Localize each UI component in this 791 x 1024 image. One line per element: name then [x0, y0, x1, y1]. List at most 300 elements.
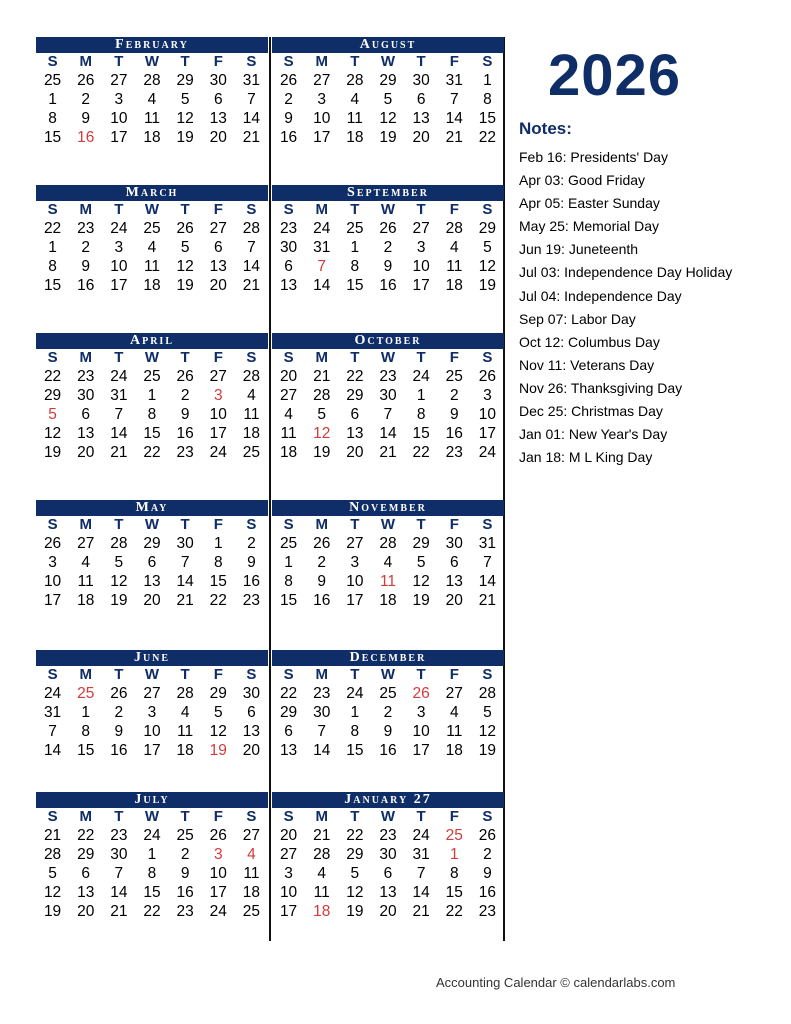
- notes-list: [519, 146, 732, 469]
- weekday-label: F: [213, 808, 223, 825]
- day-cell: 28: [478, 685, 497, 702]
- day-cell: 19: [313, 444, 331, 461]
- day-cell: 7: [317, 723, 327, 740]
- day-cell: 22: [209, 592, 227, 609]
- day-cell: 24: [412, 368, 430, 385]
- day-cell: 5: [383, 91, 393, 108]
- week-row: [36, 845, 268, 864]
- day-cell: 2: [81, 91, 91, 108]
- day-cell: 22: [412, 444, 430, 461]
- week-row: [36, 553, 268, 572]
- day-cell: 29: [478, 220, 497, 237]
- day-cell: 15: [346, 742, 364, 759]
- day-cell: 4: [317, 865, 327, 882]
- day-cell: 28: [176, 685, 194, 702]
- week-row: [36, 572, 268, 591]
- day-cell: 21: [110, 903, 128, 920]
- day-cell: 23: [176, 444, 194, 461]
- day-cell: 2: [383, 239, 393, 256]
- weekday-label: T: [416, 201, 426, 218]
- day-cell: 31: [313, 239, 331, 256]
- week-row: [36, 257, 268, 276]
- week-row: [36, 883, 268, 902]
- day-cell: 23: [379, 368, 397, 385]
- day-cell: 14: [242, 258, 261, 275]
- weekday-label: F: [213, 516, 223, 533]
- note-item: Jan 18: M L King Day: [519, 449, 653, 466]
- day-cell: 29: [379, 72, 397, 89]
- day-cell: 15: [445, 884, 463, 901]
- month-title: September: [272, 185, 504, 201]
- day-cell: 3: [317, 91, 327, 108]
- note-item: Jun 19: Juneteenth: [519, 241, 639, 258]
- month-title: January 27: [272, 792, 504, 808]
- weekday-label: T: [180, 349, 190, 366]
- day-cell: 15: [412, 425, 430, 442]
- week-row: [272, 405, 504, 424]
- day-cell: 16: [313, 592, 331, 609]
- day-cell: 12: [478, 723, 497, 740]
- day-cell: 17: [209, 425, 227, 442]
- day-cell: 19: [379, 129, 397, 146]
- day-cell: 14: [445, 110, 463, 127]
- day-cell: 20: [379, 903, 397, 920]
- day-cell: 28: [313, 387, 331, 404]
- month-block: [36, 792, 268, 921]
- day-cell: 26: [176, 220, 194, 237]
- day-cell: 4: [350, 91, 360, 108]
- weekday-label: F: [449, 53, 459, 70]
- week-row: [272, 90, 504, 109]
- day-cell: 25: [242, 444, 261, 461]
- week-row: [36, 902, 268, 921]
- day-cell: 8: [350, 258, 360, 275]
- day-cell: 20: [412, 129, 430, 146]
- weekday-label: W: [380, 516, 396, 533]
- weekday-header: [36, 666, 268, 684]
- day-cell: 21: [478, 592, 497, 609]
- week-row: [36, 405, 268, 424]
- day-cell: 19: [176, 129, 194, 146]
- week-row: [36, 703, 268, 722]
- weekday-label: T: [114, 53, 124, 70]
- day-cell: 12: [43, 425, 62, 442]
- holiday-day-cell: 4: [247, 846, 256, 863]
- day-cell: 21: [379, 444, 397, 461]
- year-title: 2026: [548, 43, 682, 108]
- day-cell: 5: [317, 406, 327, 423]
- month-title: December: [272, 650, 504, 666]
- weekday-label: T: [180, 666, 190, 683]
- day-cell: 5: [483, 239, 492, 256]
- weekday-label: T: [114, 516, 124, 533]
- day-cell: 18: [143, 277, 161, 294]
- day-cell: 7: [180, 554, 190, 571]
- day-cell: 26: [478, 827, 497, 844]
- weekday-header: [272, 516, 504, 534]
- day-cell: 28: [242, 220, 261, 237]
- day-cell: 27: [209, 220, 227, 237]
- day-cell: 7: [114, 865, 124, 882]
- month-block: [36, 333, 268, 462]
- day-cell: 20: [346, 444, 364, 461]
- day-cell: 11: [243, 865, 260, 882]
- weekday-label: T: [114, 808, 124, 825]
- footer-credit: Accounting Calendar © calendarlabs.com: [436, 975, 676, 990]
- month-block: [272, 333, 504, 462]
- day-cell: 6: [416, 91, 426, 108]
- month-title: July: [36, 792, 268, 808]
- day-cell: 21: [43, 827, 62, 844]
- week-row: [36, 219, 268, 238]
- day-cell: 10: [412, 723, 430, 740]
- day-cell: 10: [279, 884, 298, 901]
- day-cell: 13: [445, 573, 463, 590]
- weekday-label: F: [449, 349, 459, 366]
- day-cell: 13: [279, 742, 298, 759]
- note-item: Apr 03: Good Friday: [519, 172, 646, 189]
- day-cell: 10: [110, 258, 128, 275]
- day-cell: 25: [242, 903, 261, 920]
- week-row: [272, 572, 504, 591]
- month-block: [36, 37, 268, 147]
- day-cell: 6: [350, 406, 360, 423]
- day-cell: 19: [110, 592, 128, 609]
- weekday-label: F: [449, 808, 459, 825]
- day-cell: 10: [143, 723, 161, 740]
- day-cell: 18: [445, 742, 463, 759]
- day-cell: 25: [143, 220, 161, 237]
- day-cell: 12: [176, 258, 194, 275]
- day-cell: 8: [147, 406, 157, 423]
- day-cell: 7: [48, 723, 57, 740]
- week-row: [272, 424, 504, 443]
- day-cell: 21: [242, 129, 261, 146]
- day-cell: 6: [247, 704, 256, 721]
- day-cell: 16: [478, 884, 497, 901]
- weekday-label: W: [380, 808, 396, 825]
- day-cell: 3: [284, 865, 293, 882]
- day-cell: 27: [279, 846, 298, 863]
- day-cell: 15: [346, 277, 364, 294]
- day-cell: 31: [412, 846, 430, 863]
- weekday-label: S: [283, 808, 294, 825]
- weekday-label: S: [283, 201, 294, 218]
- day-cell: 9: [81, 110, 91, 127]
- week-row: [272, 109, 504, 128]
- day-cell: 15: [478, 110, 497, 127]
- day-cell: 24: [209, 444, 227, 461]
- note-item: Feb 16: Presidents' Day: [519, 149, 668, 165]
- day-cell: 5: [48, 865, 57, 882]
- day-cell: 23: [279, 220, 298, 237]
- day-cell: 30: [279, 239, 298, 256]
- day-cell: 23: [77, 220, 95, 237]
- day-cell: 20: [279, 368, 298, 385]
- day-cell: 18: [346, 129, 364, 146]
- day-cell: 10: [478, 406, 497, 423]
- day-cell: 29: [346, 846, 364, 863]
- weekday-label: M: [79, 201, 92, 218]
- day-cell: 26: [379, 220, 397, 237]
- week-row: [272, 722, 504, 741]
- day-cell: 9: [114, 723, 124, 740]
- weekday-label: F: [213, 666, 223, 683]
- day-cell: 22: [43, 368, 62, 385]
- week-row: [36, 386, 268, 405]
- holiday-day-cell: 1: [449, 846, 459, 863]
- day-cell: 18: [379, 592, 397, 609]
- weekday-label: S: [283, 53, 294, 70]
- weekday-label: S: [47, 808, 58, 825]
- day-cell: 26: [43, 535, 62, 552]
- day-cell: 8: [48, 110, 57, 127]
- day-cell: 22: [445, 903, 463, 920]
- weekday-header: [272, 808, 504, 826]
- day-cell: 28: [242, 368, 261, 385]
- day-cell: 9: [317, 573, 327, 590]
- weekday-label: T: [350, 201, 360, 218]
- day-cell: 13: [279, 277, 298, 294]
- day-cell: 13: [143, 573, 161, 590]
- day-cell: 29: [412, 535, 430, 552]
- day-cell: 19: [43, 444, 62, 461]
- day-cell: 13: [412, 110, 430, 127]
- day-cell: 23: [242, 592, 261, 609]
- day-cell: 6: [147, 554, 157, 571]
- weekday-header: [36, 201, 268, 219]
- day-cell: 17: [412, 742, 430, 759]
- weekday-label: S: [482, 53, 493, 70]
- weekday-header: [272, 201, 504, 219]
- day-cell: 3: [114, 239, 124, 256]
- day-cell: 22: [43, 220, 62, 237]
- day-cell: 3: [114, 91, 124, 108]
- day-cell: 30: [242, 685, 261, 702]
- day-cell: 12: [209, 723, 227, 740]
- week-row: [36, 591, 268, 610]
- note-item: Jul 03: Independence Day Holiday: [519, 264, 733, 281]
- weekday-header: [272, 53, 504, 71]
- day-cell: 28: [313, 846, 331, 863]
- day-cell: 1: [350, 239, 360, 256]
- day-cell: 26: [313, 535, 331, 552]
- month-block: [272, 500, 504, 610]
- week-row: [272, 845, 504, 864]
- weekday-label: T: [114, 349, 124, 366]
- day-cell: 26: [209, 827, 227, 844]
- day-cell: 9: [449, 406, 459, 423]
- day-cell: 3: [147, 704, 157, 721]
- day-cell: 17: [412, 277, 430, 294]
- day-cell: 7: [449, 91, 459, 108]
- day-cell: 10: [209, 406, 227, 423]
- day-cell: 16: [379, 277, 397, 294]
- day-cell: 21: [110, 444, 128, 461]
- day-cell: 17: [143, 742, 161, 759]
- day-cell: 18: [279, 444, 298, 461]
- day-cell: 19: [478, 742, 497, 759]
- week-row: [36, 238, 268, 257]
- day-cell: 9: [180, 865, 190, 882]
- day-cell: 21: [313, 827, 331, 844]
- day-cell: 29: [176, 72, 194, 89]
- note-item: Apr 05: Easter Sunday: [519, 195, 660, 212]
- week-row: [36, 90, 268, 109]
- day-cell: 3: [416, 239, 426, 256]
- day-cell: 24: [478, 444, 497, 461]
- day-cell: 8: [48, 258, 57, 275]
- weekday-label: M: [79, 516, 92, 533]
- day-cell: 8: [81, 723, 91, 740]
- week-row: [36, 741, 268, 760]
- day-cell: 19: [176, 277, 194, 294]
- day-cell: 19: [478, 277, 497, 294]
- weekday-label: S: [482, 201, 493, 218]
- week-row: [272, 883, 504, 902]
- holiday-day-cell: 3: [213, 846, 223, 863]
- week-row: [272, 443, 504, 462]
- week-row: [272, 71, 504, 90]
- weekday-label: W: [144, 53, 160, 70]
- day-cell: 10: [209, 865, 227, 882]
- day-cell: 23: [445, 444, 463, 461]
- weekday-header: [36, 808, 268, 826]
- day-cell: 11: [177, 723, 194, 740]
- day-cell: 14: [176, 573, 194, 590]
- weekday-label: W: [380, 53, 396, 70]
- day-cell: 28: [110, 535, 128, 552]
- day-cell: 13: [379, 884, 397, 901]
- day-cell: 30: [313, 704, 331, 721]
- weekday-label: F: [449, 516, 459, 533]
- day-cell: 20: [279, 827, 298, 844]
- day-cell: 25: [279, 535, 298, 552]
- week-row: [36, 722, 268, 741]
- day-cell: 25: [445, 368, 463, 385]
- week-row: [36, 276, 268, 295]
- week-row: [272, 534, 504, 553]
- day-cell: 27: [209, 368, 227, 385]
- weekday-label: S: [482, 349, 493, 366]
- weekday-label: W: [144, 349, 160, 366]
- month-block: [272, 792, 504, 921]
- weekday-label: W: [380, 666, 396, 683]
- day-cell: 6: [449, 554, 459, 571]
- day-cell: 13: [209, 258, 227, 275]
- day-cell: 23: [110, 827, 128, 844]
- day-cell: 13: [77, 884, 95, 901]
- day-cell: 16: [242, 573, 261, 590]
- day-cell: 5: [350, 865, 360, 882]
- day-cell: 8: [350, 723, 360, 740]
- day-cell: 29: [209, 685, 227, 702]
- day-cell: 25: [176, 827, 194, 844]
- week-row: [36, 443, 268, 462]
- day-cell: 27: [445, 685, 463, 702]
- day-cell: 6: [383, 865, 393, 882]
- week-row: [272, 826, 504, 845]
- day-cell: 4: [449, 704, 459, 721]
- day-cell: 11: [243, 406, 260, 423]
- holiday-day-cell: 12: [313, 425, 331, 442]
- day-cell: 28: [379, 535, 397, 552]
- day-cell: 6: [213, 91, 223, 108]
- day-cell: 29: [279, 704, 298, 721]
- day-cell: 1: [213, 535, 223, 552]
- day-cell: 22: [143, 444, 161, 461]
- day-cell: 5: [213, 704, 223, 721]
- holiday-day-cell: 25: [445, 827, 463, 844]
- week-row: [36, 534, 268, 553]
- day-cell: 26: [279, 72, 298, 89]
- week-row: [272, 684, 504, 703]
- month-title: October: [272, 333, 504, 349]
- day-cell: 12: [478, 258, 497, 275]
- week-row: [272, 238, 504, 257]
- day-cell: 26: [77, 72, 95, 89]
- weekday-label: S: [482, 666, 493, 683]
- day-cell: 9: [383, 723, 393, 740]
- weekday-label: F: [213, 349, 223, 366]
- day-cell: 7: [483, 554, 492, 571]
- weekday-label: S: [47, 349, 58, 366]
- day-cell: 30: [110, 846, 128, 863]
- day-cell: 24: [346, 685, 364, 702]
- day-cell: 1: [483, 72, 492, 89]
- day-cell: 15: [279, 592, 298, 609]
- day-cell: 31: [43, 704, 62, 721]
- day-cell: 26: [478, 368, 497, 385]
- note-item: Dec 25: Christmas Day: [519, 403, 663, 420]
- day-cell: 4: [247, 387, 256, 404]
- week-row: [272, 864, 504, 883]
- weekday-label: T: [416, 666, 426, 683]
- day-cell: 4: [180, 704, 190, 721]
- column-divider-left: [269, 37, 271, 941]
- day-cell: 12: [176, 110, 194, 127]
- day-cell: 23: [77, 368, 95, 385]
- day-cell: 30: [77, 387, 95, 404]
- day-cell: 11: [143, 110, 161, 127]
- weekday-label: M: [315, 666, 328, 683]
- day-cell: 22: [346, 368, 364, 385]
- day-cell: 23: [379, 827, 397, 844]
- week-row: [272, 219, 504, 238]
- weekday-header: [36, 349, 268, 367]
- day-cell: 8: [483, 91, 492, 108]
- weekday-label: M: [79, 53, 92, 70]
- weekday-label: M: [79, 808, 92, 825]
- week-row: [272, 741, 504, 760]
- weekday-header: [272, 349, 504, 367]
- day-cell: 6: [213, 239, 223, 256]
- month-block: [36, 185, 268, 295]
- day-cell: 3: [416, 704, 426, 721]
- day-cell: 4: [147, 239, 157, 256]
- month-block: [272, 185, 504, 295]
- weekday-label: S: [246, 53, 257, 70]
- month-title: August: [272, 37, 504, 53]
- week-row: [272, 553, 504, 572]
- week-row: [36, 109, 268, 128]
- weekday-label: S: [47, 516, 58, 533]
- day-cell: 20: [209, 277, 227, 294]
- weekday-label: S: [482, 516, 493, 533]
- day-cell: 27: [279, 387, 298, 404]
- day-cell: 4: [383, 554, 393, 571]
- day-cell: 19: [412, 592, 430, 609]
